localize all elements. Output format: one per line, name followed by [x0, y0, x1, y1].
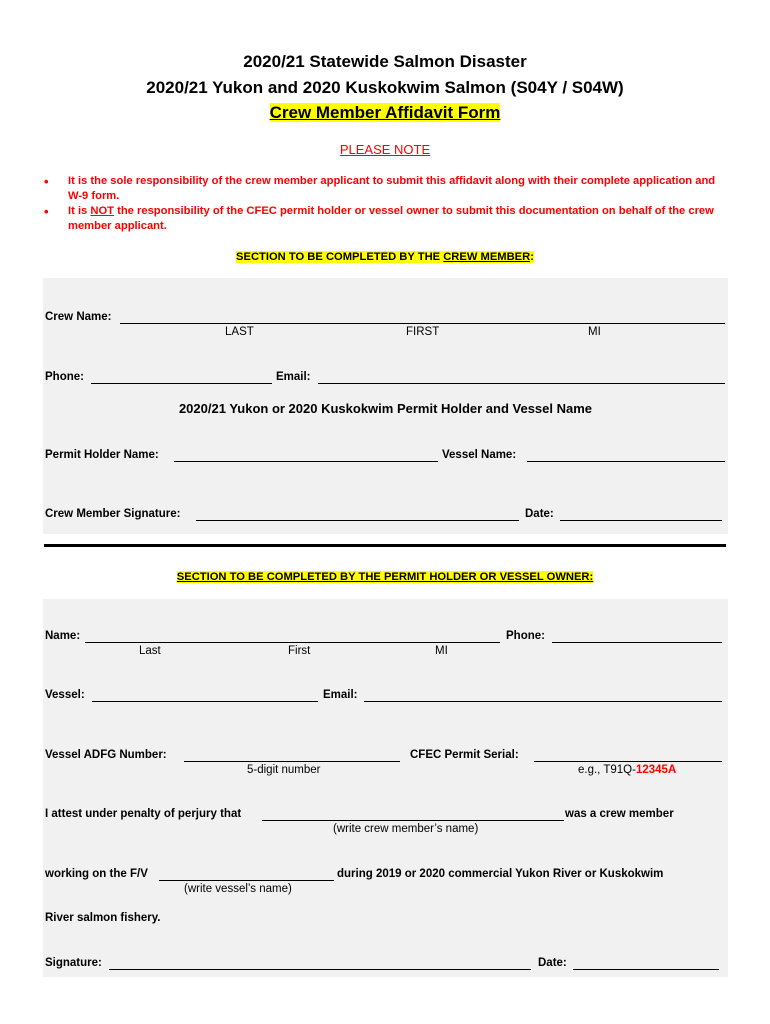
owner-name-label: Name:	[45, 630, 81, 642]
owner-phone-field[interactable]	[552, 642, 722, 643]
fishery-text: River salmon fishery.	[45, 912, 161, 924]
owner-email-field[interactable]	[364, 701, 722, 702]
owner-last-caption: Last	[139, 645, 161, 657]
attest-hint: (write crew member’s name)	[333, 823, 479, 835]
owner-mi-caption: MI	[435, 645, 448, 657]
crew-last-caption: LAST	[225, 326, 254, 338]
attest-crew-name-field[interactable]	[262, 820, 564, 821]
working-vessel-field[interactable]	[159, 880, 334, 881]
working-label-end: during 2019 or 2020 commercial Yukon River or Kuskokwim	[337, 868, 664, 880]
cfec-serial-field[interactable]	[534, 761, 722, 762]
form-title-line1: 2020/21 Statewide Salmon Disaster	[243, 52, 527, 71]
attest-label-end: was a crew member	[565, 808, 674, 820]
cfec-serial-label: CFEC Permit Serial:	[410, 749, 519, 761]
crew-signature-field[interactable]	[196, 520, 519, 521]
crew-section-heading: SECTION TO BE COMPLETED BY THE CREW MEMBER:	[236, 251, 534, 263]
crew-name-label: Crew Name:	[45, 311, 112, 323]
form-title-line2: 2020/21 Yukon and 2020 Kuskokwim Salmon (S04Y / S04W)	[146, 78, 624, 97]
crew-email-label: Email:	[276, 371, 311, 383]
owner-date-label: Date:	[538, 957, 567, 969]
note-bullets	[44, 174, 728, 234]
note-bullet-2: • It is NOT the responsibility of the CFEC permit holder or vessel owner to submit this documentation on behalf of the crew member applicant.	[44, 204, 728, 234]
cfec-serial-hint: e.g., T91Q-12345A	[578, 764, 677, 776]
owner-signature-field[interactable]	[109, 969, 531, 970]
permit-holder-field[interactable]	[174, 461, 438, 462]
crew-date-field[interactable]	[560, 520, 722, 521]
crew-date-label: Date:	[525, 508, 554, 520]
crew-name-field[interactable]	[120, 323, 725, 324]
owner-section-heading: SECTION TO BE COMPLETED BY THE PERMIT HOLDER OR VESSEL OWNER:	[176, 571, 594, 583]
owner-phone-label: Phone:	[506, 630, 545, 642]
adfg-number-hint: 5-digit number	[247, 764, 321, 776]
owner-vessel-field[interactable]	[92, 701, 318, 702]
permit-holder-label: Permit Holder Name:	[45, 449, 159, 461]
permit-vessel-heading: 2020/21 Yukon or 2020 Kuskokwim Permit Holder and Vessel Name	[178, 401, 593, 416]
adfg-number-field[interactable]	[184, 761, 400, 762]
working-label: working on the F/V	[45, 868, 148, 880]
attest-label: I attest under penalty of perjury that	[45, 808, 242, 820]
adfg-number-label: Vessel ADFG Number:	[45, 749, 167, 761]
form-title-line3: Crew Member Affidavit Form	[269, 103, 501, 122]
crew-phone-label: Phone:	[45, 371, 84, 383]
crew-signature-label: Crew Member Signature:	[45, 508, 181, 520]
crew-mi-caption: MI	[588, 326, 601, 338]
crew-email-field[interactable]	[318, 383, 725, 384]
crew-phone-field[interactable]	[91, 383, 272, 384]
working-hint: (write vessel’s name)	[184, 883, 292, 895]
owner-date-field[interactable]	[573, 969, 719, 970]
vessel-name-field[interactable]	[527, 461, 725, 462]
owner-name-field[interactable]	[85, 642, 500, 643]
owner-vessel-label: Vessel:	[45, 689, 85, 701]
owner-first-caption: First	[288, 645, 311, 657]
vessel-name-label: Vessel Name:	[442, 449, 517, 461]
please-note-heading: PLEASE NOTE	[339, 142, 431, 157]
crew-first-caption: FIRST	[406, 326, 440, 338]
owner-email-label: Email:	[323, 689, 358, 701]
owner-signature-label: Signature:	[45, 957, 102, 969]
note-bullet-1: • It is the sole responsibility of the crew member applicant to submit this affidavit along with their complete application and W-9 form.	[44, 174, 728, 204]
section-divider	[44, 544, 726, 547]
